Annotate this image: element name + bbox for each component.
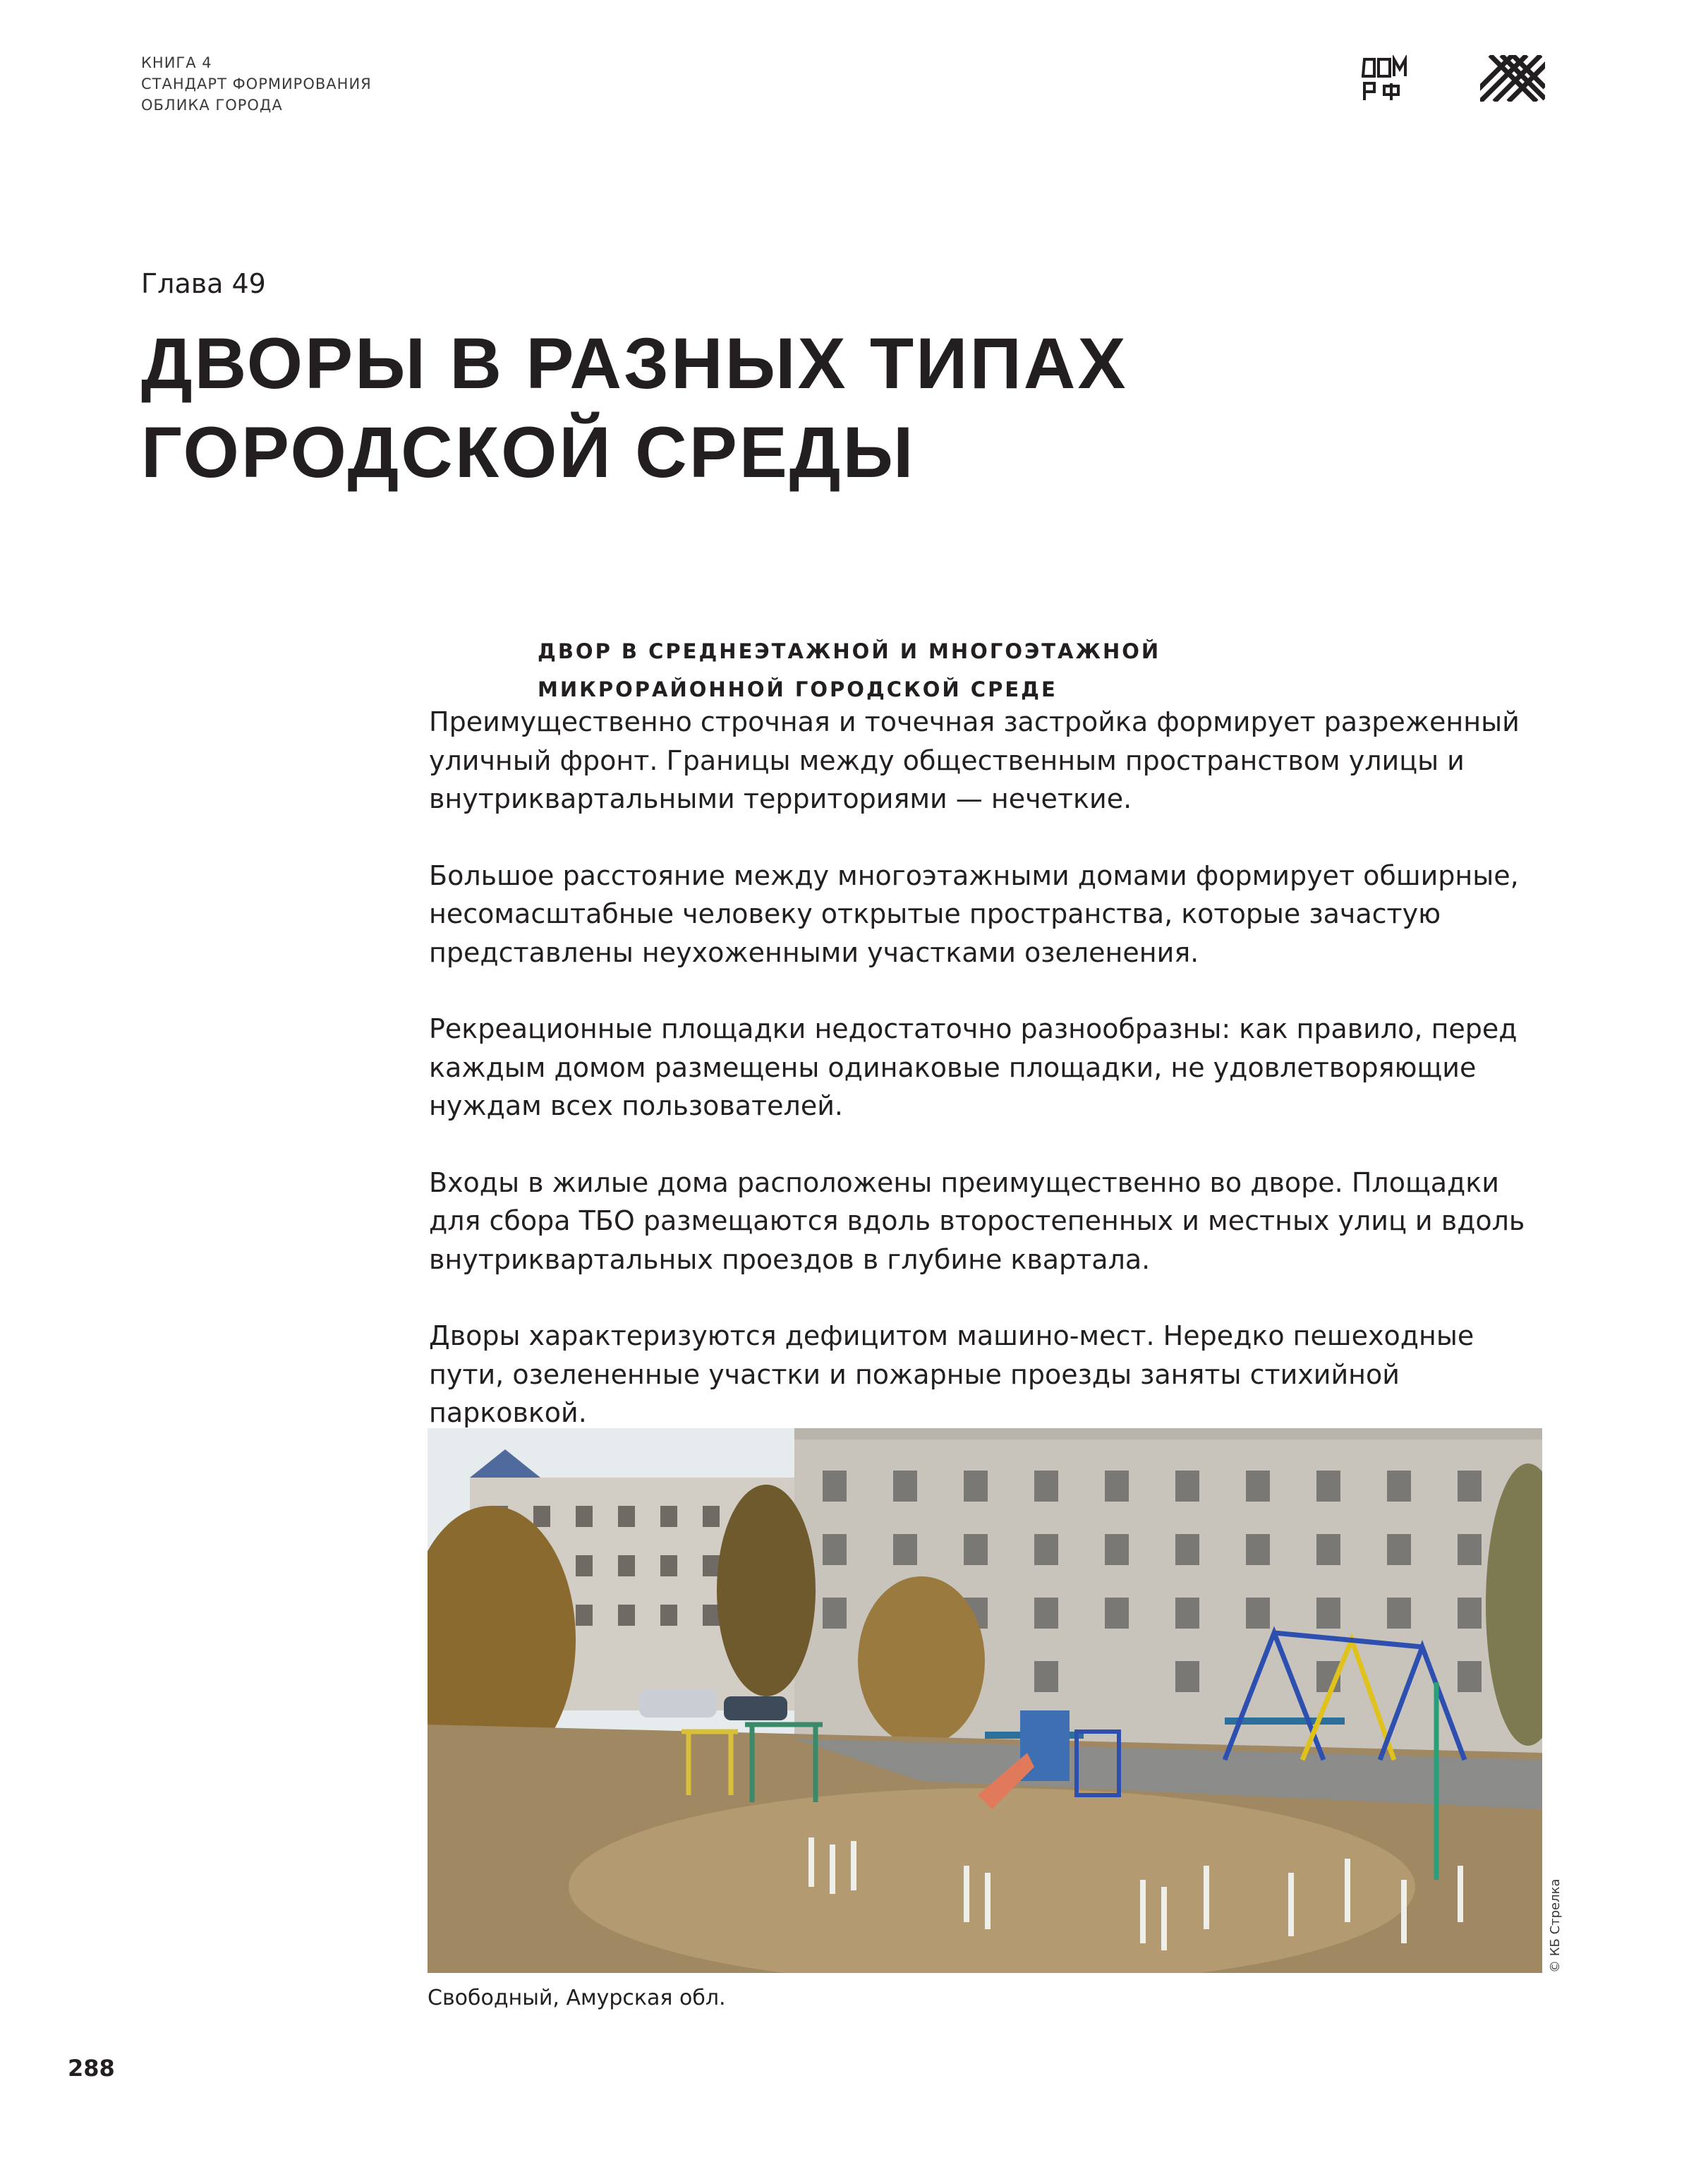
section-heading-line: ДВОР В СРЕДНЕЭТАЖНОЙ И МНОГОЭТАЖНОЙ [538,639,1161,663]
book-label-line: СТАНДАРТ ФОРМИРОВАНИЯ [141,76,372,92]
page-number: 288 [68,2055,115,2082]
diagonal-pattern-logo [1480,55,1545,102]
paragraph: Большое расстояние между многоэтажными домами формирует обширные, несомасштабные человеку открытые пространства, которые зачастую представлены неухоженными участками озеленения. [429,859,1519,968]
body-text [429,703,1530,1471]
photo-credit: © КБ Стрелка [1548,1878,1563,1973]
chapter-label: Глава 49 [141,268,266,299]
section-heading-line: МИКРОРАЙОННОЙ ГОРОДСКОЙ СРЕДЕ [538,677,1058,701]
paragraph: Входы в жилые дома расположены преимущественно во дворе. Площадки для сбора ТБО размещаются вдоль второстепенных и местных улиц и вдоль внутриквартальных проездов в глубине квартала. [429,1166,1525,1275]
book-label [141,52,372,116]
paragraph: Преимущественно строчная и точечная застройка формирует разреженный уличный фронт. Границы между общественным пространством улицы и внутриквартальными территориями — нечеткие. [429,706,1520,814]
chapter-title-line: ГОРОДСКОЙ СРЕДЫ [141,412,916,493]
photo-caption: Свободный, Амурская обл. [428,1986,726,2010]
section-heading [538,632,1161,708]
book-label-line: ОБЛИКА ГОРОДА [141,97,283,114]
dom-rf-logo [1360,55,1411,104]
paragraph: Дворы характеризуются дефицитом машино-мест. Нередко пешеходные пути, озелененные участки и пожарные проезды заняты стихийной парковкой. [429,1320,1474,1428]
paragraph: Рекреационные площадки недостаточно разнообразны: как правило, перед каждым домом размещены одинаковые площадки, не удовлетворяющие нуждам всех пользователей. [429,1013,1518,1121]
book-label-line: КНИГА 4 [141,54,212,71]
courtyard-photo [428,1428,1542,1973]
chapter-title [141,319,1128,497]
chapter-title-line: ДВОРЫ В РАЗНЫХ ТИПАХ [141,323,1128,404]
